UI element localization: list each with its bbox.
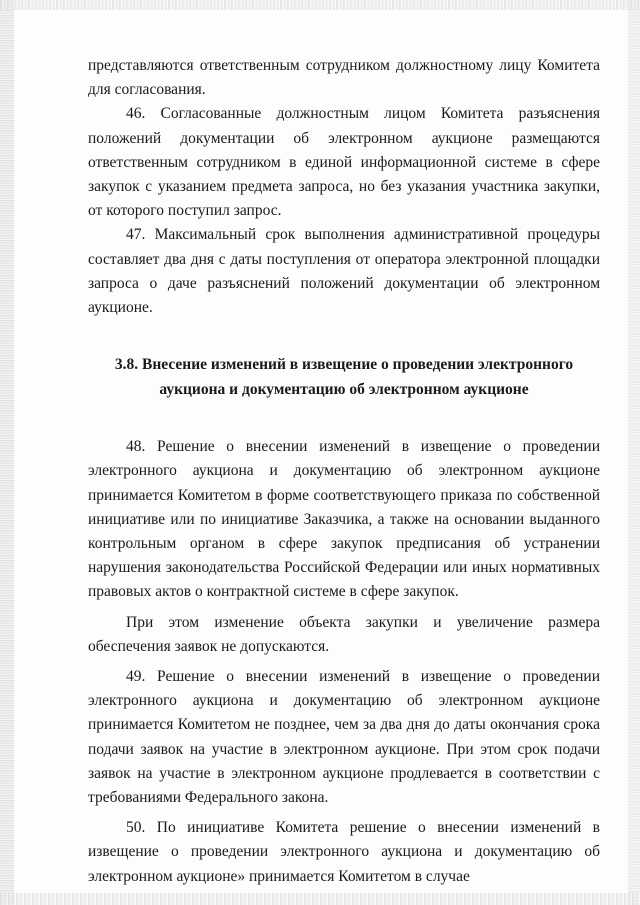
scan-edge-bottom — [0, 893, 640, 905]
paragraph-continuation: представляются ответственным сотрудником должностному лицу Комитета для согласования. — [88, 57, 600, 99]
section-heading: 3.8. Внесение изменений в извещение о проведении электронного аукциона и документацию об электронном аукционе — [114, 356, 574, 399]
paragraph-47: 47. Максимальный срок выполнения административной процедуры составляет два дня с даты поступления от оператора электронной площадки запроса о даче разъяснений положений документации об электронном аукционе. — [88, 226, 600, 317]
scan-edge-right — [628, 0, 640, 905]
scan-edge-left — [0, 0, 14, 905]
paragraph-46: 46. Согласованные должностным лицом Комитета разъяснения положений документации об электронном аукционе размещаются ответственным сотрудником в единой информационной системе в сфере закупок с указанием предмета запроса, но без указания участника закупки, от которого поступил запрос. — [88, 105, 600, 220]
paragraph-48-note: При этом изменение объекта закупки и увеличение размера обеспечения заявок не допускаются. — [88, 613, 600, 655]
paragraph-48: 48. Решение о внесении изменений в извещение о проведении электронного аукциона и документацию об электронном аукционе принимается Комитетом в форме соответствующего приказа по собственной инициативе или по инициативе Заказчика, а также на основании выданного контрольным органом в сфере закупок предписания об устранении нарушения законодательства Российской Федерации или иных нормативных правовых актов о контрактной системе в сфере закупок. — [88, 438, 600, 601]
document-body — [88, 54, 600, 889]
scan-edge-top — [0, 0, 640, 10]
paragraph-50: 50. По инициативе Комитета решение о внесении изменений в извещение о проведении электронного аукциона и документацию об электронном аукционе» принимается Комитетом в случае — [88, 819, 600, 885]
paragraph-49: 49. Решение о внесении изменений в извещение о проведении электронного аукциона и документацию об электронном аукционе принимается Комитетом не позднее, чем за два дня до даты окончания срока подачи заявок на участие в электронном аукционе. При этом срок подачи заявок на участие в электронном аукционе продлевается в соответствии с требованиями Федерального закона. — [88, 668, 600, 807]
